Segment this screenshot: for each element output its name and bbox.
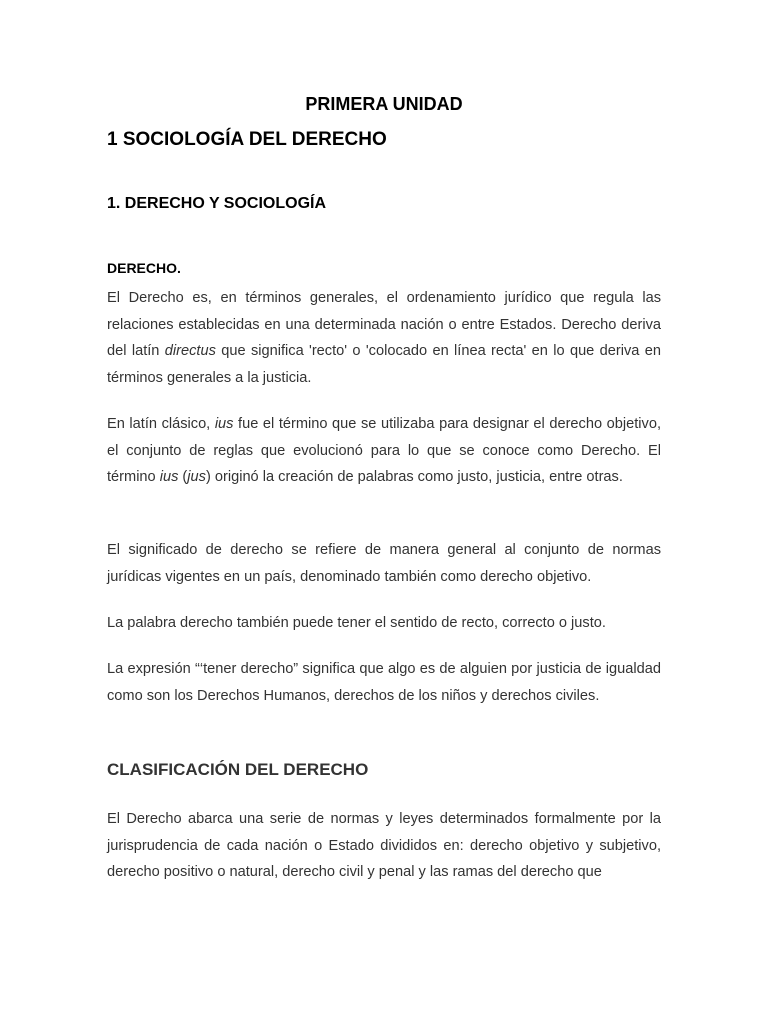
italic-term: directus: [164, 343, 216, 360]
classification-heading: CLASIFICACIÓN DEL DERECHO: [107, 760, 369, 779]
paragraph-sense: La palabra derecho también puede tener el sentido de recto, correcto o justo.: [107, 615, 606, 631]
paragraph-text: fue el término que se utilizaba para designar el derecho objetivo, el conjunto de reglas que evolucionó para lo que se conoce como Derecho. El término: [107, 416, 661, 486]
section-title: 1. DERECHO Y SOCIOLOGÍA: [107, 195, 327, 212]
derecho-subheading: DERECHO.: [107, 260, 181, 276]
paragraph-text: que significa 'recto' o 'colocado en línea recta' en lo que deriva en términos generales a la justicia.: [107, 343, 661, 386]
italic-term: jus: [187, 469, 206, 486]
paragraph-text: El Derecho es, en términos generales, el ordenamiento jurídico que regula las relaciones establecidas en una determinada nación o entre Estados. Derecho deriva del latín: [107, 290, 661, 360]
paragraph-text: En latín clásico,: [107, 416, 215, 432]
paragraph-latin: [107, 411, 661, 491]
italic-term: ius: [159, 469, 179, 486]
paragraph-classification: El Derecho abarca una serie de normas y leyes determinados formalmente por la jurisprudencia de cada nación o Estado divididos en: derecho objetivo y subjetivo, derecho positivo o natural, derecho civil y penal y las ramas del derecho que: [107, 811, 661, 881]
paragraph-meaning: El significado de derecho se refiere de manera general al conjunto de normas jurídicas vigentes en un país, denominado también como derecho objetivo.: [107, 542, 661, 585]
unit-title: PRIMERA UNIDAD: [305, 94, 463, 114]
italic-term: ius: [214, 416, 234, 432]
paragraph-definition: [107, 285, 661, 391]
paragraph-text: ) originó la creación de palabras como justo, justicia, entre otras.: [205, 469, 623, 486]
chapter-title: 1 SOCIOLOGÍA DEL DERECHO: [107, 129, 387, 150]
paragraph-text: (: [178, 469, 188, 486]
paragraph-expression: La expresión “‘tener derecho” significa que algo es de alguien por justicia de igualdad como son los Derechos Humanos, derechos de los niños y derechos civiles.: [107, 661, 661, 704]
